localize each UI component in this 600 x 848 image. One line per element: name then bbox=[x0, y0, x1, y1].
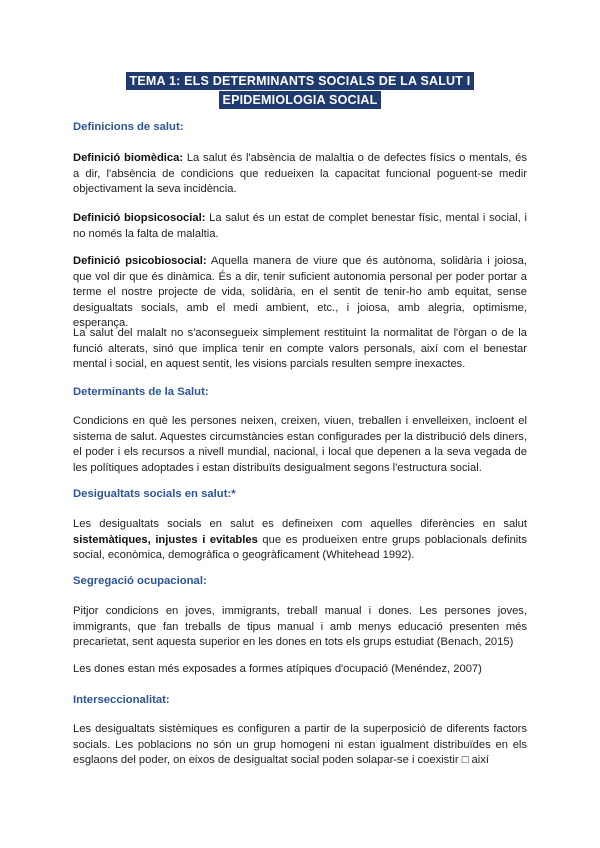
heading-desigualtats: Desigualtats socials en salut:* bbox=[73, 488, 236, 500]
text-desigualtats-after: que es produeixen entre grups poblacionals definits social, econòmica, demogràfica o geogràficament (Whitehead 1992). bbox=[73, 533, 527, 562]
heading-interseccionalitat: Interseccionalitat: bbox=[73, 694, 170, 706]
paragraph-determinants: Condicions en què les persones neixen, creixen, viuen, treballen i envelleixen, incloent el sistema de salut. Aquestes circumstàncies estan configurades per la distribució dels diners, el poder i els recursos a nivell mundial, nacional, i local que depenen a la seva vegada de les polítiques adoptades i estan distribuïts desigualment segons l'estructura social. bbox=[73, 415, 527, 474]
paragraph-desigualtats bbox=[73, 517, 527, 564]
heading-segregacio: Segregació ocupacional: bbox=[73, 575, 207, 587]
term-psicobiosocial: Definició psicobiosocial: bbox=[73, 255, 207, 267]
text-desigualtats-bold: sistemàtiques, injustes i evitables bbox=[73, 533, 258, 546]
paragraph-biomedica bbox=[73, 151, 527, 198]
title-line-2: EPIDEMIOLOGIA SOCIAL bbox=[219, 91, 382, 109]
term-biomedica: Definició biomèdica: bbox=[73, 152, 184, 164]
heading-determinants: Determinants de la Salut: bbox=[73, 386, 209, 398]
paragraph-biopsicosocial bbox=[73, 211, 527, 242]
document-title bbox=[0, 72, 600, 110]
term-biopsicosocial: Definició biopsicosocial: bbox=[73, 212, 206, 224]
title-line-1: TEMA 1: ELS DETERMINANTS SOCIALS DE LA SALUT I bbox=[126, 72, 475, 90]
paragraph-segregacio-1: Pitjor condicions en joves, immigrants, treball manual i dones. Les persones joves, immigrants, que fan treballs de tipus manual i amb menys educació presenten més precarietat, sent aquesta superior en les dones en tots els grups estudiat (Benach, 2015) bbox=[73, 605, 527, 649]
heading-definicions: Definicions de salut: bbox=[73, 121, 184, 133]
paragraph-interseccionalitat: Les desigualtats sistèmiques es configuren a partir de la superposició de diferents factors socials. Les poblacions no són un grup homogeni ni estan igualment distribuïdes en els esglaons del poder, on eixos de desigualtat social poden solapar-se i coexistir □ així bbox=[73, 723, 527, 767]
paragraph-malalt: La salut del malalt no s'aconsegueix simplement restituint la normalitat de l'òrgan o de la funció alterats, sinó que implica tenir en compte valors personals, així com el benestar mental i social, en aquest sentit, les visions parcials resulten sempre inexactes. bbox=[73, 327, 527, 371]
text-biomedica: La salut és l'absència de malaltia o de defectes físics o mentals, és a dir, l'absència de condicions que redueixen la capacitat funcional poguent-se medir objectivament la seva incidència. bbox=[73, 152, 527, 196]
text-desigualtats-before: Les desigualtats socials en salut es defineixen com aquelles diferències en salut bbox=[73, 518, 527, 530]
text-biopsicosocial: La salut és un estat de complet benestar físic, mental i social, i no només la falta de malaltia. bbox=[73, 212, 527, 240]
paragraph-segregacio-2: Les dones estan més exposades a formes atípiques d'ocupació (Menéndez, 2007) bbox=[73, 663, 482, 675]
paragraph-psicobiosocial bbox=[73, 254, 527, 332]
text-psicobiosocial: Aquella manera de viure que és autònoma, solidària i joiosa, que vol dir que és dinàmica. És a dir, tenir suficient autonomia personal per poder portar a terme el nostre projecte de vida, solidària, en el sentit de tenir-ho amb equitat, sense desigualtats socials, amb el medi ambient, etc., i joiosa, amb alegria, optimisme, esperança. bbox=[73, 255, 527, 330]
